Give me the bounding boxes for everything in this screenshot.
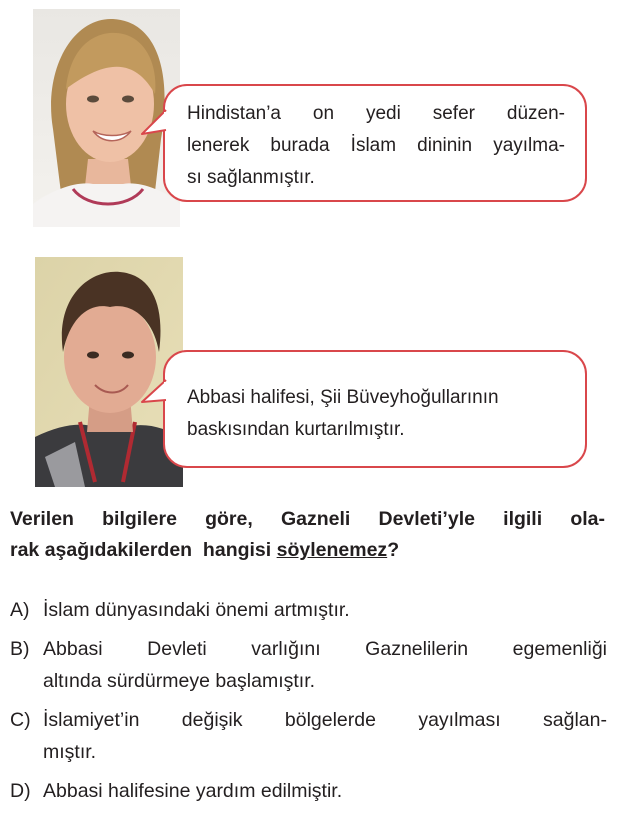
option-text [43, 704, 607, 768]
option-b[interactable] [10, 633, 607, 697]
option-line: İslamiyet’in değişik bölgelerde yayılması sağlan- [43, 709, 607, 731]
speech-bubble-1 [163, 84, 587, 202]
question-line-2-prefix: rak aşağıdakilerden hangisi [10, 539, 277, 561]
option-text [43, 633, 607, 697]
option-a[interactable] [10, 594, 607, 626]
speech-line: lenerek burada İslam dininin yayılma- [187, 135, 565, 156]
speech-text-1 [187, 98, 565, 194]
option-line: altında sürdürmeye başlamıştır. [43, 670, 316, 692]
question-line-2-suffix: ? [387, 539, 400, 561]
option-letter: A) [10, 599, 30, 621]
option-letter: C) [10, 709, 31, 731]
speech-line: Hindistan’a on yedi sefer düzen- [187, 103, 565, 124]
speech-line: baskısından kurtarılmıştır. [187, 419, 405, 440]
speech-bubble-2 [163, 350, 587, 468]
speech-line: Abbasi halifesi, Şii Büveyhoğullarının [187, 387, 499, 408]
option-d[interactable] [10, 775, 607, 807]
option-line: Abbasi Devleti varlığını Gaznelilerin egemenliği [43, 638, 607, 660]
question-line-2 [10, 535, 605, 566]
option-text [43, 594, 607, 626]
option-letter: D) [10, 780, 31, 802]
answer-options [10, 594, 607, 814]
question-emphasis: söylenemez [276, 539, 388, 561]
option-line: İslam dünyasındaki önemi artmıştır. [43, 599, 350, 621]
question-stem [10, 504, 605, 566]
option-line: mıştır. [43, 741, 97, 763]
girl-photo [33, 9, 180, 227]
speech-text-2 [187, 382, 565, 446]
option-text [43, 775, 607, 807]
option-c[interactable] [10, 704, 607, 768]
option-letter: B) [10, 638, 30, 660]
speech-line: sı sağlanmıştır. [187, 167, 315, 188]
question-line-1: Verilen bilgilere göre, Gazneli Devleti’yle ilgili ola- [10, 508, 605, 530]
option-line: Abbasi halifesine yardım edilmiştir. [43, 780, 343, 802]
boy-photo [35, 257, 183, 487]
